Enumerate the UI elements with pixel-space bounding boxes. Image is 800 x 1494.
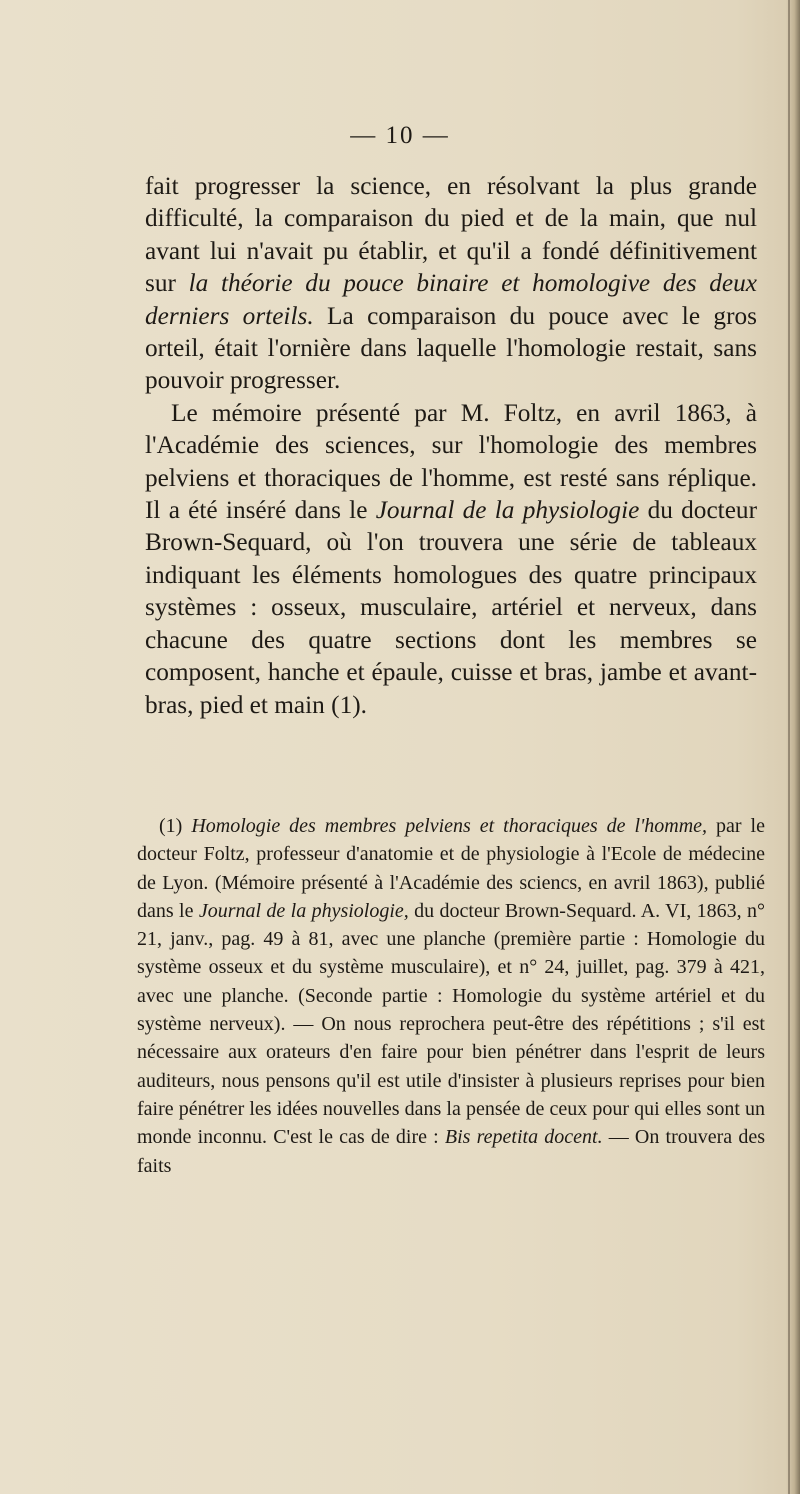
- footnote-text-a: par le docteur Foltz, professeur d'anatomie et de physiologie à l'Ecole de médecine de Lyon. (Mémoire présenté à l'Académie des sciencs, en avril 1863), publié dans le: [137, 815, 765, 922]
- paragraph-2-text-a: Le mémoire présenté par M. Foltz, en avril 1863, à l'Académie des sciences, sur l'homologie des membres pelviens et thoraciques de l'homme, est resté sans réplique. Il a été inséré dans le: [145, 398, 757, 525]
- paragraph-2: [145, 397, 757, 721]
- footnote-italic-latin: Bis repetita docent.: [444, 1126, 603, 1149]
- paragraph-1-text-a: fait progresser la science, en résolvant la plus grande difficulté, la comparaison du pied et de la main, que nul avant lui n'avait pu établir, et qu'il a fondé définitivement sur: [145, 172, 757, 298]
- paragraph-2-text-b: du docteur Brown-Sequard, où l'on trouvera une série de tableaux indiquant les éléments homologues des quatre principaux systèmes : osseux, musculaire, artériel et nerveux, dans chacune des quatre sections dont les membres se composent, hanche et épaule, cuisse et bras, jambe et avant-bras, pied et main (1).: [145, 496, 757, 719]
- footnote-marker: (1): [159, 815, 192, 837]
- footnote-text-c: — On trouvera des faits: [137, 1126, 766, 1177]
- footnote-text-b: du docteur Brown-Sequard. A. VI, 1863, n° 21, janv., pag. 49 à 81, avec une planche (première partie : Homologie du système osseux et du système musculaire), et n° 24, juillet, pag. 379 à 421, avec une planche. (Seconde partie : Homologie du système artériel et du système nerveux). — On nous reprochera peut-être des répétitions ; s'il est nécessaire aux orateurs d'en faire pour bien pénétrer dans l'esprit de leurs auditeurs, nous pensons qu'il est utile d'insister à plusieurs reprises pour bien faire pénétrer les idées nouvelles dans la pensée de ceux pour qui elles sont un monde inconnu. C'est le cas de dire :: [137, 899, 766, 1149]
- paragraph-1-italic: la théorie du pouce binaire et homologive des deux derniers orteils.: [145, 269, 757, 330]
- footnote-italic-journal: Journal de la physiologie,: [198, 899, 409, 922]
- page-number: — 10 —: [350, 122, 450, 149]
- footnote-paragraph: [137, 812, 765, 1180]
- footnote-italic-title: Homologie des membres pelviens et thoraciques de l'homme,: [191, 815, 708, 837]
- paragraph-1-text-b: La comparaison du pouce avec le gros orteil, était l'ornière dans laquelle l'homologie restait, sans pouvoir progresser.: [145, 301, 757, 395]
- main-text: [145, 170, 757, 721]
- paragraph-1: [145, 170, 757, 397]
- footnote: [137, 812, 765, 1180]
- page-edge-line: [788, 0, 790, 1494]
- paragraph-2-italic: Journal de la physiologie: [375, 496, 640, 525]
